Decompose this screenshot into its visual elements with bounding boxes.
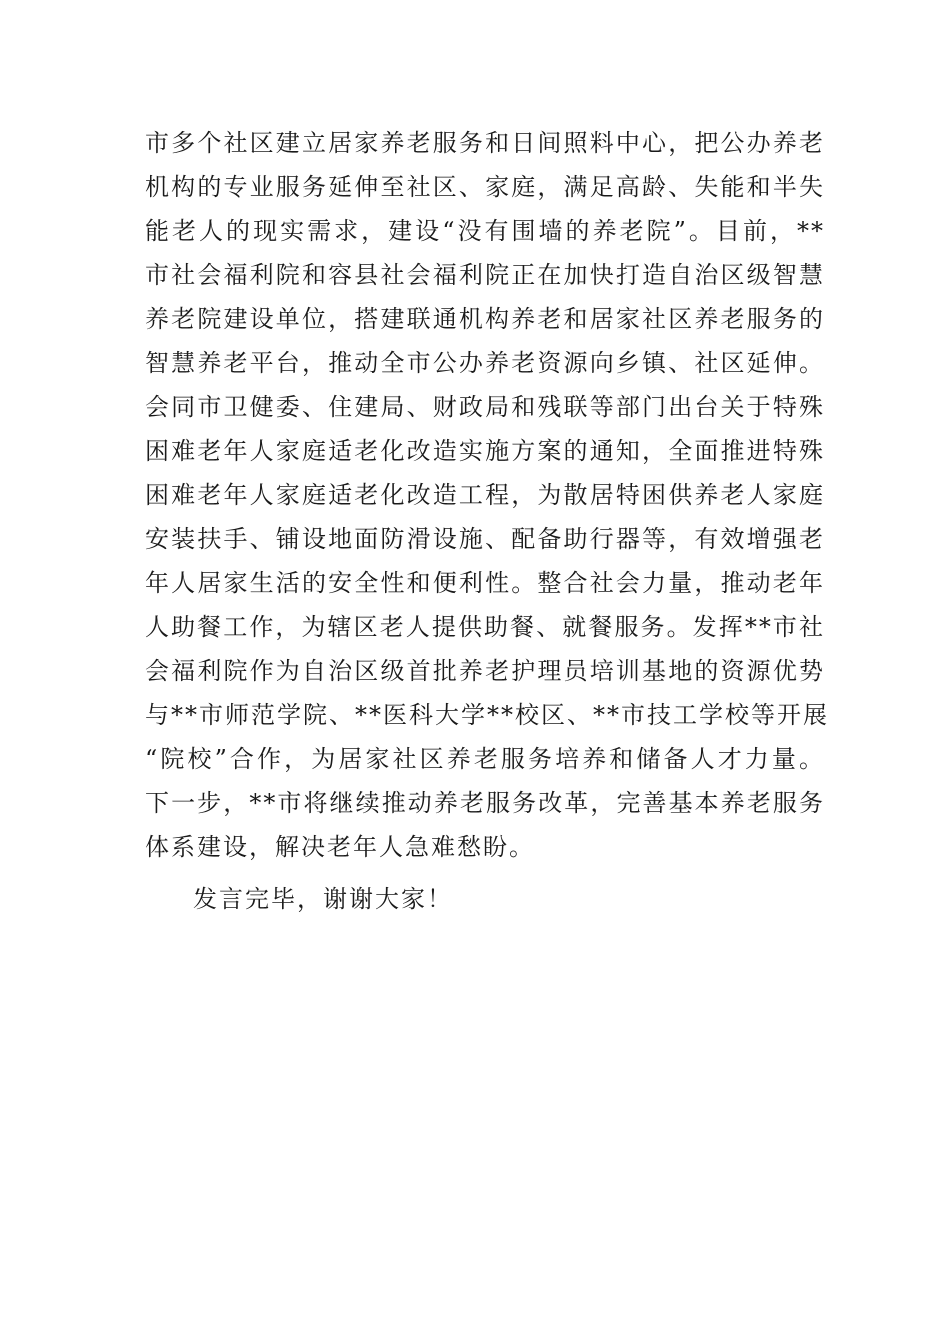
paragraph-line-15: “院校”合作，为居家社区养老服务培养和储备人才力量。 (145, 745, 825, 773)
paragraph-line-4: 市社会福利院和容县社会福利院正在加快打造自治区级智慧 (145, 261, 825, 289)
paragraph-line-3: 能老人的现实需求，建设“没有围墙的养老院”。目前，** (145, 217, 825, 245)
paragraph-line-14: 与**市师范学院、**医科大学**校区、**市技工学校等开展 (145, 701, 829, 729)
paragraph-line-10: 安装扶手、铺设地面防滑设施、配备助行器等，有效增强老 (145, 525, 825, 553)
paragraph-line-17: 体系建设，解决老年人急难愁盼。 (145, 833, 535, 861)
paragraph-line-8: 困难老年人家庭适老化改造实施方案的通知，全面推进特殊 (145, 437, 825, 465)
paragraph-line-12: 人助餐工作，为辖区老人提供助餐、就餐服务。发挥**市社 (145, 613, 825, 641)
paragraph-line-5: 养老院建设单位，搭建联通机构养老和居家社区养老服务的 (145, 305, 825, 333)
paragraph-line-11: 年人居家生活的安全性和便利性。整合社会力量，推动老年 (145, 569, 825, 597)
paragraph-line-9: 困难老年人家庭适老化改造工程，为散居特困供养老人家庭 (145, 481, 825, 509)
paragraph-line-6: 智慧养老平台，推动全市公办养老资源向乡镇、社区延伸。 (145, 349, 825, 377)
paragraph-line-7: 会同市卫健委、住建局、财政局和残联等部门出台关于特殊 (145, 393, 825, 421)
closing-remark: 发言完毕，谢谢大家！ (193, 885, 453, 913)
paragraph-line-1: 市多个社区建立居家养老服务和日间照料中心，把公办养老 (145, 129, 825, 157)
paragraph-line-16: 下一步，**市将继续推动养老服务改革，完善基本养老服务 (145, 789, 825, 817)
paragraph-line-13: 会福利院作为自治区级首批养老护理员培训基地的资源优势 (145, 657, 825, 685)
paragraph-line-2: 机构的专业服务延伸至社区、家庭，满足高龄、失能和半失 (145, 173, 825, 201)
document-body (145, 121, 829, 921)
